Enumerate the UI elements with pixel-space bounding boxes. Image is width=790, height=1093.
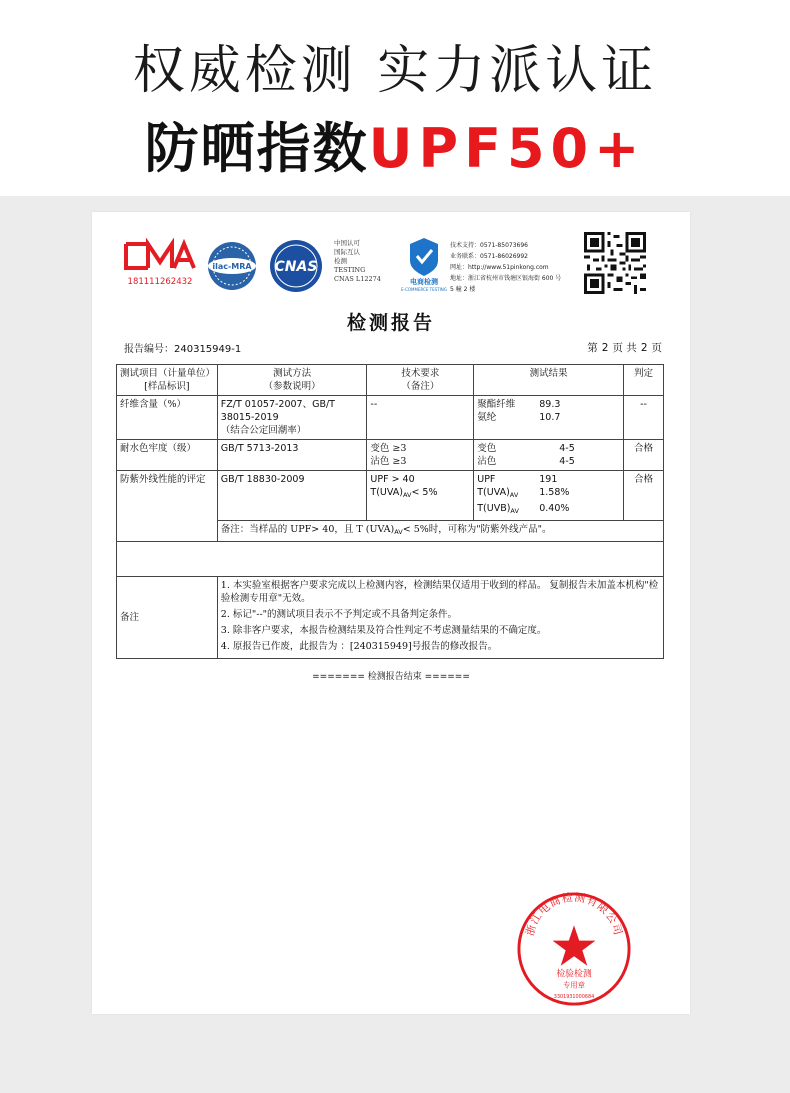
- result-label: 沾色: [477, 456, 497, 467]
- cnas-info: [334, 239, 381, 284]
- table-row: [117, 396, 664, 440]
- header-text: 测试项目（计量单位）: [120, 368, 216, 379]
- cma-number: 181111262432: [127, 277, 193, 287]
- report-document: [92, 212, 690, 1014]
- row-result: [474, 471, 624, 521]
- table-row-notes: [117, 577, 664, 659]
- result-line: [477, 486, 620, 502]
- row-method: [217, 396, 367, 440]
- result-value: 1.58%: [539, 487, 570, 498]
- page-prefix: 第: [587, 342, 598, 354]
- cnas-text: CNAS: [274, 259, 318, 275]
- method-line: GB/T 18830-2009: [220, 474, 305, 485]
- uv-remark: [217, 521, 663, 542]
- cnas-info-line: CNAS L12274: [334, 275, 381, 283]
- header-text: （参数说明）: [263, 381, 321, 392]
- result-line: [477, 398, 620, 411]
- req-line: [370, 486, 470, 502]
- official-seal: [515, 890, 633, 1008]
- star-icon: [553, 925, 596, 965]
- header-result: [474, 365, 624, 396]
- result-subscript: AV: [510, 507, 519, 515]
- result-line: [477, 502, 620, 518]
- note-item: 1. 本实验室根据客户要求完成以上检测内容，检测结果仅适用于收到的样品。 复制报告未加盖本机构"检验检测专用章"无效。: [220, 580, 659, 604]
- seal-inner1: 检验检测: [556, 969, 592, 980]
- result-label: 变色: [477, 443, 497, 454]
- result-line: [477, 442, 620, 455]
- result-subscript: AV: [509, 491, 519, 499]
- header-text: 技术要求: [401, 368, 440, 379]
- seal-company-text: 浙江电商检测有限公司: [523, 890, 625, 938]
- contact-line: 技术支持：0571-85073696: [450, 242, 528, 249]
- header-text: 判定: [634, 368, 654, 379]
- row-method: [217, 471, 367, 521]
- note-item: 3. 除非客户要求，本报告检测结果及符合性判定不考虑测量结果的不确定度。: [220, 625, 547, 636]
- headline-line1: 权威检测 实力派认证: [132, 41, 658, 101]
- req-subscript: AV: [402, 491, 412, 499]
- result-label: [477, 486, 539, 502]
- remark-text: 备注：当样品的 UPF> 40，且 T (UVA): [220, 524, 395, 535]
- notes-label: 备注: [117, 577, 218, 659]
- req-tuva: T(UVA): [370, 487, 403, 498]
- qr-code-icon: [584, 232, 646, 294]
- req-line: 变色 ≥3: [370, 443, 407, 454]
- header-verdict: [624, 365, 664, 396]
- table-row: [117, 440, 664, 471]
- page-total: 2: [640, 342, 648, 354]
- result-value: 4-5: [559, 443, 575, 454]
- row-verdict: --: [624, 396, 664, 440]
- row-method: [217, 440, 367, 471]
- remark-subscript: AV: [394, 528, 403, 536]
- result-value: 0.40%: [539, 503, 570, 514]
- cnas-info-line: 国际互认: [334, 248, 360, 256]
- logo-bar: [118, 234, 678, 294]
- req-line: 沾色 ≥3: [370, 456, 407, 467]
- ecom-cn: 电商检测: [410, 278, 438, 286]
- result-label-text: T(UVB): [477, 503, 511, 514]
- seal-number: 3301931000684: [553, 994, 595, 1001]
- header-item: [117, 365, 218, 396]
- header-method: [217, 365, 367, 396]
- row-verdict: 合格: [624, 471, 664, 521]
- cnas-info-line: 检测: [334, 257, 347, 265]
- result-line: [477, 455, 620, 468]
- header-requirement: [367, 365, 474, 396]
- report-table: [116, 364, 664, 659]
- remark-text: < 5%时，可称为"防紫外线产品"。: [402, 524, 552, 535]
- headline-upf: UPF50+: [368, 117, 646, 180]
- row-requirement: [367, 440, 474, 471]
- result-line: [477, 411, 620, 424]
- cnas-info-line: TESTING: [334, 266, 366, 274]
- header-text: （备注）: [401, 381, 440, 392]
- note-item: 2. 标记"--"的测试项目表示不予判定或不具备判定条件。: [220, 609, 458, 620]
- seal-inner2: 专用章: [562, 980, 586, 990]
- page-indicator: [587, 340, 662, 355]
- page-mid: 页 共: [612, 342, 637, 354]
- report-number-value: 240315949-1: [174, 344, 242, 355]
- contact-line: 5 幢 2 楼: [450, 286, 476, 293]
- headline-line2: [0, 106, 790, 183]
- empty-cell: [117, 542, 664, 577]
- result-label-text: T(UVA): [477, 487, 510, 498]
- method-line: 38015-2019: [220, 412, 279, 423]
- req-line: UPF > 40: [370, 474, 415, 485]
- req-line: --: [370, 399, 378, 410]
- ecom-en: E-COMMERCE TESTING: [401, 287, 447, 292]
- row-item: 耐水色牢度（级）: [117, 440, 218, 471]
- report-title: 检测报告: [346, 312, 435, 334]
- ilac-text: ilac-MRA: [212, 262, 252, 271]
- headline-prefix: 防晒指数: [144, 117, 369, 180]
- notes-list: [217, 577, 663, 659]
- note-item: 4. 原报告已作废，此报告为 ：[240315949]号报告的修改报告。: [220, 641, 498, 652]
- method-line: FZ/T 01057-2007、GB/T: [220, 399, 335, 410]
- result-value: 89.3: [539, 399, 561, 410]
- header-text: 测试结果: [529, 368, 568, 379]
- row-requirement: [367, 471, 474, 521]
- page-suffix: 页: [651, 342, 662, 354]
- result-label: 氨纶: [477, 412, 497, 423]
- row-result: [474, 396, 624, 440]
- result-value: 4-5: [559, 456, 575, 467]
- req-limit: < 5%: [411, 487, 438, 498]
- result-value: 10.7: [539, 412, 561, 423]
- result-label: UPF: [477, 474, 496, 485]
- report-number: [124, 340, 241, 355]
- table-header-row: [117, 365, 664, 396]
- ilac-mra-logo: [206, 240, 258, 292]
- row-result: [474, 440, 624, 471]
- result-label: 聚酯纤维: [477, 399, 516, 410]
- cnas-logo: [264, 238, 328, 294]
- method-line: GB/T 5713-2013: [220, 443, 299, 454]
- contact-line: 业务联系：0571-86026992: [450, 253, 528, 260]
- cnas-info-line: 中国认可: [334, 239, 360, 247]
- row-requirement: [367, 396, 474, 440]
- contact-info: [450, 240, 561, 295]
- row-verdict: 合格: [624, 440, 664, 471]
- row-item: 防紫外线性能的评定: [117, 471, 218, 542]
- header-text: 测试方法: [273, 368, 312, 379]
- header-text: [样品标识]: [144, 381, 190, 392]
- cma-logo: [118, 238, 202, 290]
- report-number-label: 报告编号：: [124, 344, 174, 355]
- result-line: [477, 473, 620, 486]
- row-item: 纤维含量（%）: [117, 396, 218, 440]
- table-row: [117, 471, 664, 521]
- page-current: 2: [601, 342, 609, 354]
- method-line: （结合公定回潮率）: [220, 425, 307, 436]
- report-end-mark: ======= 检测报告结束 ======: [312, 672, 470, 682]
- contact-line: 网址：http://www.51pinkong.com: [450, 264, 549, 271]
- contact-line: 地址：浙江省杭州市钱塘区银海街 600 号: [450, 275, 562, 282]
- result-label: [477, 502, 539, 518]
- result-value: 191: [539, 474, 558, 485]
- table-row-empty: [117, 542, 664, 577]
